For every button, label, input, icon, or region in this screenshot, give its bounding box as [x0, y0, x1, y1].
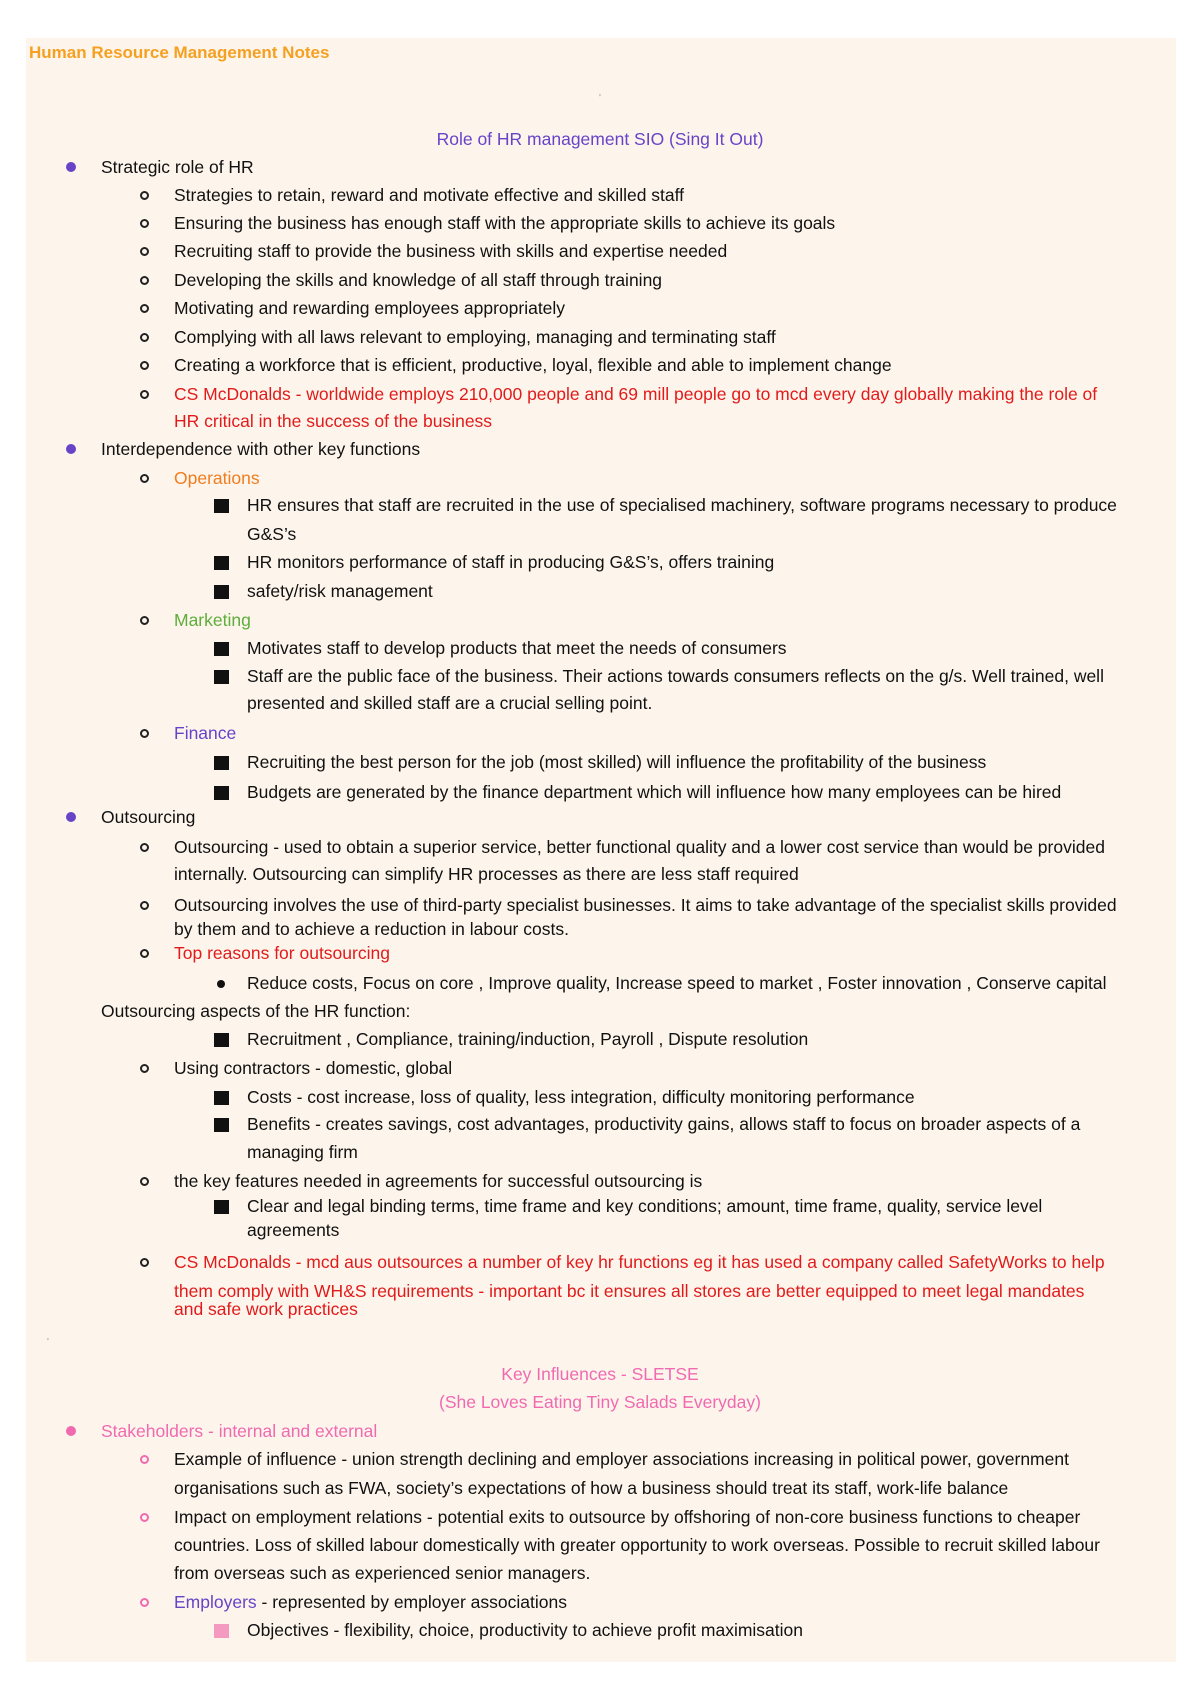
list-item-continuation: from overseas such as experienced senior managers. — [174, 1563, 591, 1583]
bullet-ring — [140, 304, 149, 313]
list-item: Creating a workforce that is efficient, productive, loyal, flexible and able to implement change — [174, 355, 892, 375]
list-item: Benefits - creates savings, cost advantages, productivity gains, allows staff to focus on broader aspects of a — [247, 1114, 1081, 1134]
list-item: Reduce costs, Focus on core , Improve quality, Increase speed to market , Foster innovation , Conserve capital — [247, 973, 1107, 993]
bullet-square — [214, 585, 229, 599]
list-item-continuation: managing firm — [247, 1142, 358, 1162]
bullet-ring — [140, 1513, 149, 1522]
list-item: Strategies to retain, reward and motivate effective and skilled staff — [174, 185, 685, 205]
list-item: Developing the skills and knowledge of all staff through training — [174, 270, 663, 290]
employers-label: Employers — [174, 1592, 257, 1612]
list-item: the key features needed in agreements for successful outsourcing is — [174, 1171, 703, 1191]
subheading-operations: Operations — [174, 468, 260, 488]
bullet-dot — [66, 1426, 76, 1436]
bullet-ring — [140, 1598, 149, 1607]
bullet-dot — [66, 812, 76, 822]
list-item: Motivating and rewarding employees appropriately — [174, 298, 566, 318]
bullet-square — [214, 1118, 229, 1132]
bullet-dot-small — [217, 980, 225, 988]
bullet-dot — [66, 162, 76, 172]
subheading-finance: Finance — [174, 723, 237, 743]
bullet-ring — [140, 1177, 149, 1186]
case-study-mcdonalds-line-2: HR critical in the success of the business — [174, 411, 493, 431]
bullet-ring — [140, 1064, 149, 1073]
list-item: Using contractors - domestic, global — [174, 1058, 453, 1078]
bullet-square — [214, 1091, 229, 1105]
bullet-square — [214, 556, 229, 570]
section-subheading-mnemonic: (She Loves Eating Tiny Salads Everyday) — [439, 1392, 761, 1412]
bullet-square — [214, 642, 229, 656]
bullet-ring — [140, 901, 149, 910]
bullet-ring — [140, 219, 149, 228]
bullet-ring — [140, 333, 149, 342]
subheading-marketing: Marketing — [174, 610, 251, 630]
outsourcing-aspects-label: Outsourcing aspects of the HR function: — [101, 1001, 411, 1021]
list-item: Impact on employment relations - potential exits to outsource by offshoring of non-core business functions to cheaper — [174, 1507, 1081, 1527]
bullet-ring — [140, 1258, 149, 1267]
case-study-outsourcing-line-3: and safe work practices — [174, 1299, 358, 1319]
bullet-ring — [140, 949, 149, 958]
list-item: Recruiting staff to provide the business with skills and expertise needed — [174, 241, 728, 261]
case-study-outsourcing-line-1: CS McDonalds - mcd aus outsources a number of key hr functions eg it has used a company called SafetyWorks to help — [174, 1252, 1105, 1272]
bullet-square — [214, 786, 229, 800]
list-item: Example of influence - union strength declining and employer associations increasing in political power, government — [174, 1449, 1069, 1469]
bullet-ring — [140, 361, 149, 370]
bullet-square — [214, 1200, 229, 1214]
list-item: Clear and legal binding terms, time frame and key conditions; amount, time frame, quality, service level — [247, 1196, 1043, 1216]
list-item: Complying with all laws relevant to employing, managing and terminating staff — [174, 327, 776, 347]
bullet-ring — [140, 276, 149, 285]
list-item-continuation: by them and to achieve a reduction in labour costs. — [174, 919, 569, 939]
bullet-ring — [140, 1455, 149, 1464]
document-title: Human Resource Management Notes — [29, 43, 330, 62]
subheading-top-reasons: Top reasons for outsourcing — [174, 943, 390, 963]
bullet-ring — [140, 474, 149, 483]
page-mark: ' — [599, 93, 601, 104]
bullet-square — [214, 1033, 229, 1047]
list-item: Outsourcing - used to obtain a superior service, better functional quality and a lower cost service than would be provided — [174, 837, 1105, 857]
list-item-continuation: countries. Loss of skilled labour domestically with greater opportunity to work overseas. Possible to recruit skilled labour — [174, 1535, 1100, 1555]
case-study-mcdonalds-line-1: CS McDonalds - worldwide employs 210,000 people and 69 mill people go to mcd every day globally making the role of — [174, 384, 1098, 404]
list-item-interdependence: Interdependence with other key functions — [101, 439, 421, 459]
list-item: Costs - cost increase, loss of quality, less integration, difficulty monitoring performance — [247, 1087, 915, 1107]
case-study-outsourcing-line-2: them comply with WH&S requirements - important bc it ensures all stores are better equipped to meet legal mandates — [174, 1281, 1085, 1301]
list-item: Motivates staff to develop products that meet the needs of consumers — [247, 638, 787, 658]
bullet-ring — [140, 843, 149, 852]
list-item-continuation: internally. Outsourcing can simplify HR processes as there are less staff required — [174, 864, 799, 884]
bullet-square — [214, 756, 229, 770]
list-item-stakeholders: Stakeholders - internal and external — [101, 1421, 378, 1441]
bullet-square — [214, 499, 229, 513]
bullet-square — [214, 1624, 229, 1638]
list-item: safety/risk management — [247, 581, 433, 601]
bullet-ring — [140, 191, 149, 200]
list-item-employers — [174, 1592, 567, 1613]
list-item: Objectives - flexibility, choice, productivity to achieve profit maximisation — [247, 1620, 804, 1640]
list-item: Recruitment , Compliance, training/induction, Payroll , Dispute resolution — [247, 1029, 809, 1049]
list-item: HR ensures that staff are recruited in the use of specialised machinery, software programs necessary to produce — [247, 495, 1117, 515]
list-item: Recruiting the best person for the job (most skilled) will influence the profitability of the business — [247, 752, 987, 772]
page-mark: ' — [47, 1337, 49, 1348]
list-item-outsourcing: Outsourcing — [101, 807, 196, 827]
bullet-ring — [140, 390, 149, 399]
list-item: Budgets are generated by the finance department which will influence how many employees can be hired — [247, 782, 1062, 802]
bullet-ring — [140, 729, 149, 738]
list-item-strategic-role: Strategic role of HR — [101, 157, 254, 177]
section-heading-role-of-hr: Role of HR management SIO (Sing It Out) — [436, 129, 764, 149]
employers-description: - represented by employer associations — [256, 1592, 567, 1612]
section-heading-key-influences: Key Influences - SLETSE — [501, 1364, 699, 1384]
list-item: HR monitors performance of staff in producing G&S’s, offers training — [247, 552, 775, 572]
list-item: Staff are the public face of the business. Their actions towards consumers reflects on the g/s. Well trained, well — [247, 666, 1104, 686]
list-item: Ensuring the business has enough staff with the appropriate skills to achieve its goals — [174, 213, 836, 233]
bullet-ring — [140, 247, 149, 256]
list-item: Outsourcing involves the use of third-party specialist businesses. It aims to take advantage of the specialist skills provided — [174, 895, 1117, 915]
bullet-square — [214, 670, 229, 684]
list-item-continuation: presented and skilled staff are a crucial selling point. — [247, 693, 653, 713]
bullet-ring — [140, 616, 149, 625]
list-item-continuation: agreements — [247, 1220, 340, 1240]
bullet-dot — [66, 444, 76, 454]
list-item-continuation: G&S’s — [247, 524, 297, 544]
list-item-continuation: organisations such as FWA, society’s expectations of how a business should treat its staff, work-life balance — [174, 1478, 1009, 1498]
